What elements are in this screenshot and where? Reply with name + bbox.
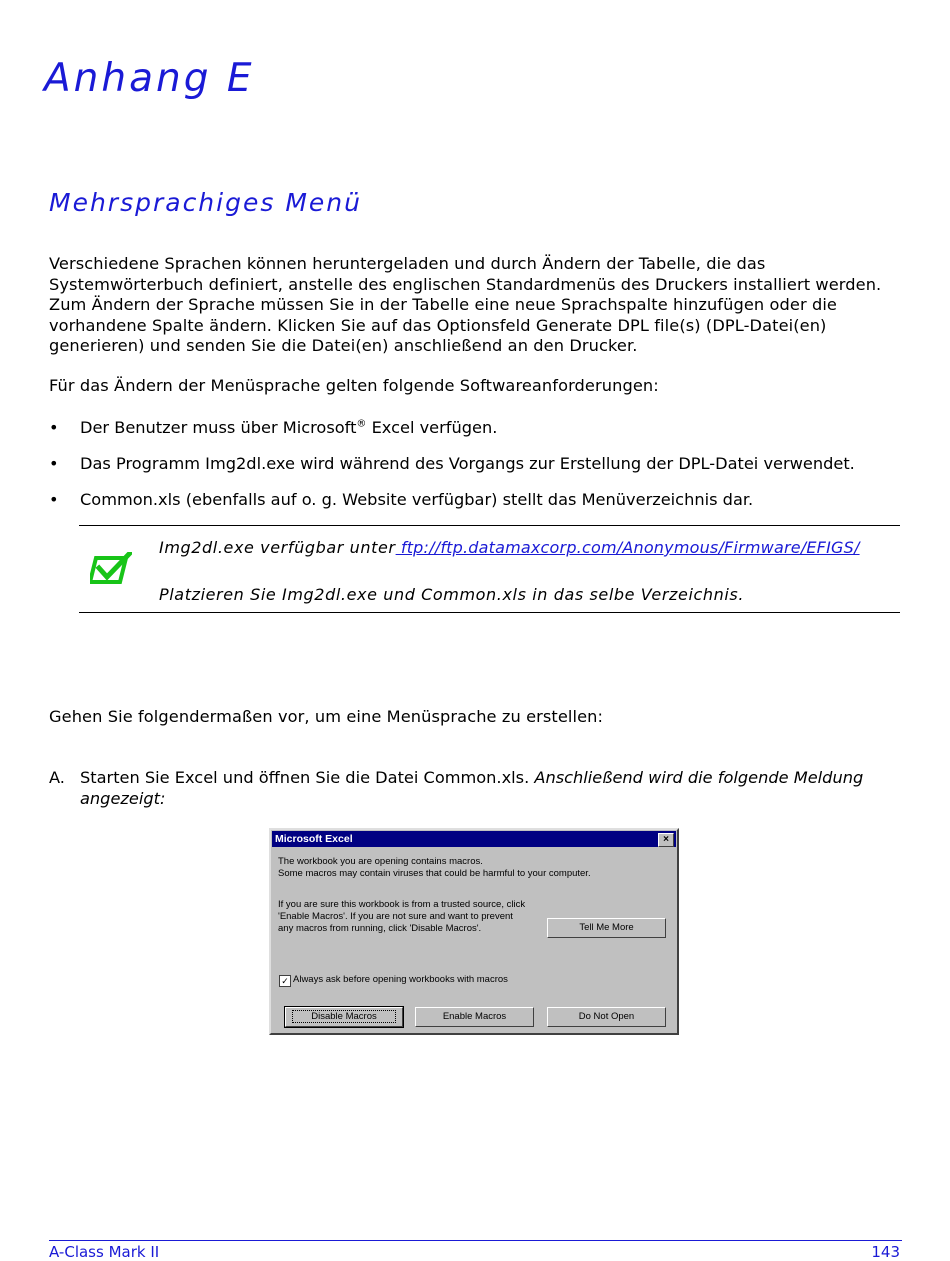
- note-line-1: Img2dl.exe verfügbar unter ftp://ftp.datamaxcorp.com/Anonymous/Firmware/EFIGS/: [159, 538, 860, 557]
- bullet-text: Das Programm Img2dl.exe wird während des Vorgangs zur Erstellung der DPL-Datei verwendet.: [80, 454, 855, 473]
- procedure-intro: Gehen Sie folgendermaßen vor, um eine Menüsprache zu erstellen:: [49, 707, 604, 726]
- do-not-open-button[interactable]: Do Not Open: [547, 1007, 666, 1027]
- intro-paragraph: Verschiedene Sprachen können heruntergeladen und durch Ändern der Tabelle, die das Systemwörterbuch definiert, anstelle des englischen Standardmenüs des Druckers installiert werden. Zum Ändern der Sprache müssen Sie in der Tabelle eine neue Sprachspalte hinzufügen oder die vorhandene Spalte ändern. Klicken Sie auf das Optionsfeld Generate DPL file(s) (DPL-Datei(en) generieren) und senden Sie die Datei(en) anschließend an den Drucker.: [49, 254, 882, 355]
- green-checkbox-icon: [90, 552, 132, 586]
- checkbox-label: Always ask before opening workbooks with macros: [293, 974, 508, 985]
- disable-macros-button[interactable]: Disable Macros: [285, 1007, 403, 1027]
- step-text: Starten Sie Excel und öffnen Sie die Datei Common.xls. Anschließend wird die folgende Meldung angezeigt:: [80, 768, 864, 808]
- footer-product: A-Class Mark II: [49, 1243, 160, 1261]
- ftp-link[interactable]: ftp://ftp.datamaxcorp.com/Anonymous/Firmware/EFIGS/: [395, 538, 860, 557]
- tell-me-more-button[interactable]: Tell Me More: [547, 918, 666, 938]
- step-letter: A.: [49, 768, 65, 787]
- dialog-title: Microsoft Excel: [275, 833, 353, 845]
- dialog-message-1: The workbook you are opening contains macros.: [278, 856, 483, 867]
- bullet-symbol: •: [49, 418, 59, 437]
- close-icon[interactable]: ×: [658, 833, 674, 847]
- bullet-symbol: •: [49, 454, 59, 473]
- dialog-message-4: 'Enable Macros'. If you are not sure and want to prevent: [278, 911, 513, 922]
- dialog-message-2: Some macros may contain viruses that could be harmful to your computer.: [278, 868, 591, 879]
- bullet-symbol: •: [49, 490, 59, 509]
- section-heading: Mehrsprachiges Menü: [49, 188, 362, 217]
- footer-rule: [49, 1240, 902, 1241]
- dialog-message-3: If you are sure this workbook is from a trusted source, click: [278, 899, 526, 910]
- excel-macro-dialog: [269, 828, 679, 1035]
- page-title: Anhang E: [44, 56, 255, 101]
- always-ask-checkbox[interactable]: ✓: [279, 975, 291, 987]
- requirements-intro: Für das Ändern der Menüsprache gelten folgende Softwareanforderungen:: [49, 376, 659, 395]
- dialog-message-5: any macros from running, click 'Disable Macros'.: [278, 923, 482, 934]
- page-number: 143: [871, 1243, 900, 1261]
- note-line-2: Platzieren Sie Img2dl.exe und Common.xls in das selbe Verzeichnis.: [159, 585, 745, 604]
- note-box: [79, 525, 900, 613]
- bullet-text: Der Benutzer muss über Microsoft® Excel verfügen.: [80, 418, 498, 437]
- dialog-titlebar: [272, 831, 676, 847]
- bullet-text: Common.xls (ebenfalls auf o. g. Website verfügbar) stellt das Menüverzeichnis dar.: [80, 490, 754, 509]
- enable-macros-button[interactable]: Enable Macros: [415, 1007, 534, 1027]
